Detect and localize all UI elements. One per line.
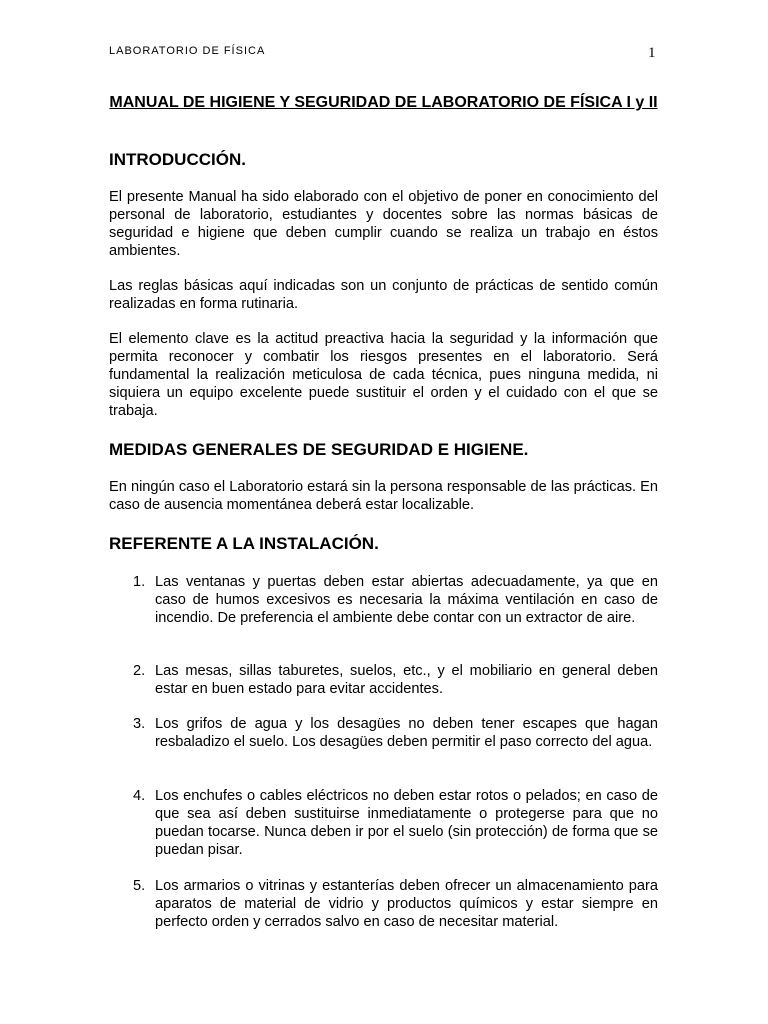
heading-introduccion: INTRODUCCIÓN. [109,150,246,169]
running-header: LABORATORIO DE FÍSICA [109,45,266,57]
page-number: 1 [648,45,656,61]
list-item-text: Las ventanas y puertas deben estar abiertas adecuadamente, ya que en caso de humos excesivos es necesaria la máxima ventilación en caso de incendio. De preferencia el ambiente debe contar con un extractor de aire. [155,574,658,626]
list-item [109,663,658,699]
intro-paragraph-1: El presente Manual ha sido elaborado con el objetivo de poner en conocimiento del personal de laboratorio, estudiantes y docentes sobre las normas básicas de seguridad e higiene que deben cumplir cuando se realiza un trabajo en éstos ambientes. [109,189,658,259]
heading-instalacion: REFERENTE A LA INSTALACIÓN. [109,534,379,553]
list-item-text: Los enchufes o cables eléctricos no deben estar rotos o pelados; en caso de que sea así deben sustituirse inmediatamente o protegerse para que no puedan tocarse. Nunca deben ir por el suelo (sin protección) de forma que se puedan pisar. [155,788,658,858]
list-item [109,788,658,860]
list-item [109,716,658,752]
heading-medidas-generales: MEDIDAS GENERALES DE SEGURIDAD E HIGIENE. [109,440,529,459]
document-title: MANUAL DE HIGIENE Y SEGURIDAD DE LABORATORIO DE FÍSICA I y II [109,94,658,111]
list-item [109,878,658,932]
list-item-number: 1. [133,574,146,590]
list-item-text: Las mesas, sillas taburetes, suelos, etc., y el mobiliario en general deben estar en buen estado para evitar accidentes. [155,663,658,697]
intro-paragraph-2: Las reglas básicas aquí indicadas son un conjunto de prácticas de sentido común realizadas en forma rutinaria. [109,278,658,312]
list-item-number: 5. [133,878,146,894]
list-item-number: 2. [133,663,146,679]
list-item-number: 4. [133,788,146,804]
medidas-paragraph-1: En ningún caso el Laboratorio estará sin la persona responsable de las prácticas. En caso de ausencia momentánea deberá estar localizable. [109,479,658,513]
intro-paragraph-3: El elemento clave es la actitud preactiva hacia la seguridad y la información que permita reconocer y combatir los riesgos presentes en el laboratorio. Será fundamental la realización meticulosa de cada técnica, pues ninguna medida, ni siquiera un equipo excelente puede sustituir el orden y el cuidado con el que se trabaja. [109,331,658,419]
list-item-text: Los grifos de agua y los desagües no deben tener escapes que hagan resbaladizo el suelo. Los desagües deben permitir el paso correcto del agua. [155,716,658,750]
list-item-number: 3. [133,716,146,732]
list-item-text: Los armarios o vitrinas y estanterías deben ofrecer un almacenamiento para aparatos de material de vidrio y productos químicos y estar siempre en perfecto orden y cerrados salvo en caso de necesitar material. [155,878,658,930]
list-item [109,574,658,628]
